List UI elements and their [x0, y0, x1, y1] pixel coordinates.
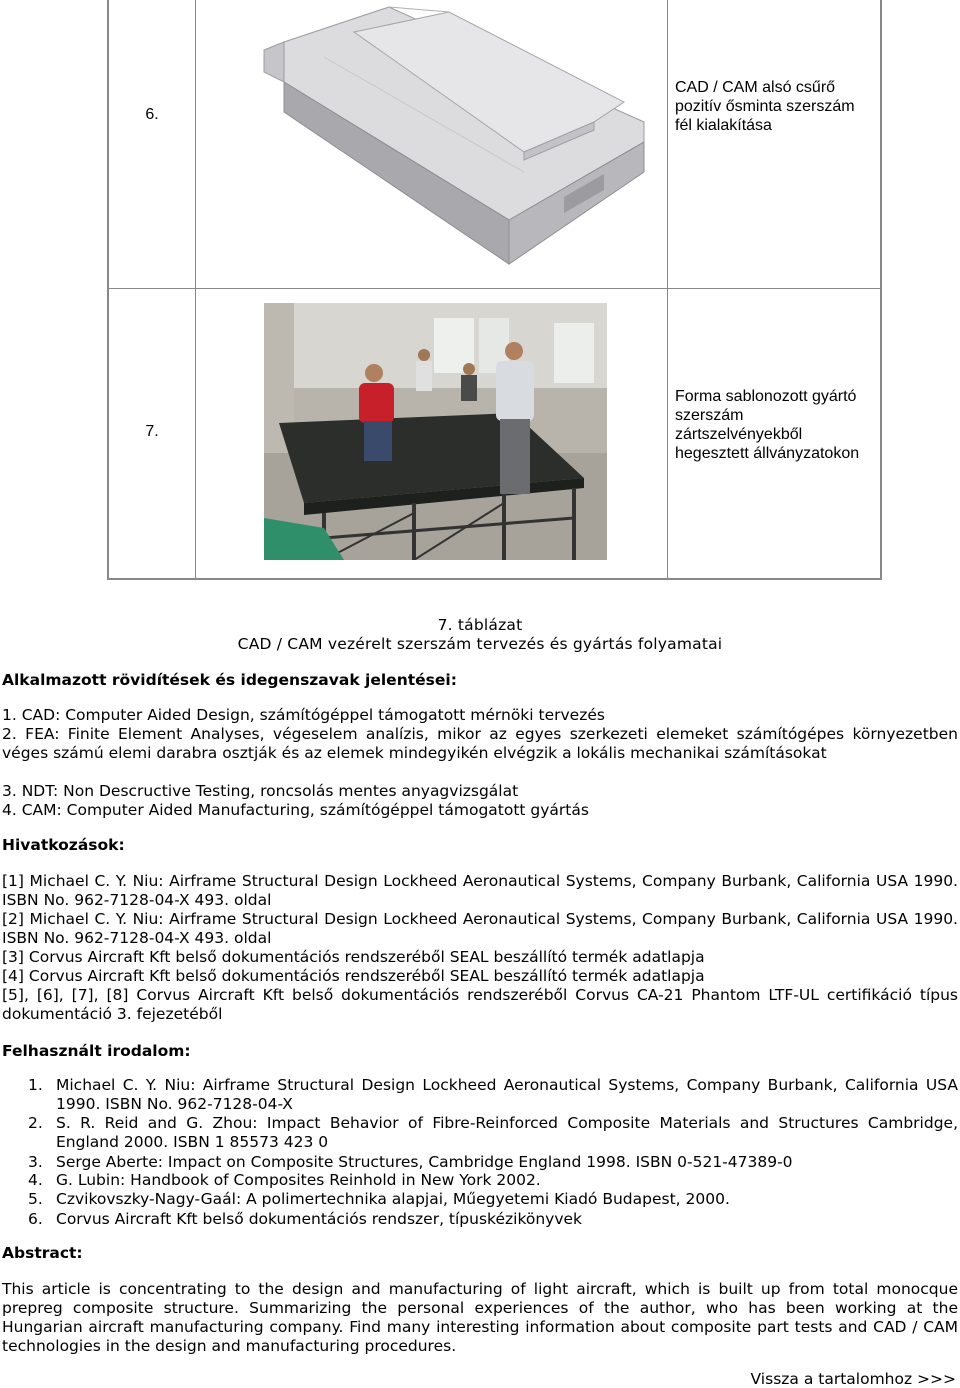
row-description: Forma sablonozott gyártó szerszám zártszelvényekből hegesztett állványzatokon: [675, 388, 860, 462]
literature-number: 4.: [28, 1171, 43, 1189]
literature-text: S. R. Reid and G. Zhou: Impact Behavior of Fibre-Reinforced Composite Materials and Structures Cambridge, England 2000. ISBN 1 85573 423 0: [56, 1114, 958, 1151]
workshop-photo-image: [264, 303, 607, 560]
row-description: CAD / CAM alsó csűrő pozitív ősminta szerszám fél kialakítása: [675, 79, 855, 134]
table-divider: [109, 288, 880, 289]
abbrev-item: 3. NDT: Non Descructive Testing, roncsolás mentes anyagvizsgálat: [2, 782, 519, 800]
table-divider: [195, 0, 196, 578]
reference-item: [4] Corvus Aircraft Kft belső dokumentációs rendszeréből SEAL beszállító termék adatlapja: [2, 967, 705, 985]
cad-model-image: [224, 2, 654, 274]
reference-item: [2] Michael C. Y. Niu: Airframe Structural Design Lockheed Aeronautical Systems, Company Burbank, California USA 1990. ISBN No. 962-7128-04-X 493. oldal: [2, 910, 958, 947]
references-heading: Hivatkozások:: [2, 836, 125, 854]
literature-text: Corvus Aircraft Kft belső dokumentációs rendszer, típuskézikönyvek: [56, 1210, 583, 1228]
literature-number: 2.: [28, 1114, 43, 1132]
literature-text: G. Lubin: Handbook of Composites Reinhold in New York 2002.: [56, 1171, 541, 1189]
literature-number: 1.: [28, 1076, 43, 1094]
literature-text: Serge Aberte: Impact on Composite Structures, Cambridge England 1998. ISBN 0-521-47389-0: [56, 1153, 793, 1171]
process-table: [107, 0, 882, 580]
reference-item: [1] Michael C. Y. Niu: Airframe Structural Design Lockheed Aeronautical Systems, Company Burbank, California USA 1990. ISBN No. 962-7128-04-X 493. oldal: [2, 872, 958, 909]
abbrev-item: 1. CAD: Computer Aided Design, számítógéppel támogatott mérnöki tervezés: [2, 706, 605, 724]
table-divider: [667, 0, 668, 578]
abbrev-item: 4. CAM: Computer Aided Manufacturing, számítógéppel támogatott gyártás: [2, 801, 589, 819]
literature-number: 3.: [28, 1153, 43, 1171]
reference-item: [3] Corvus Aircraft Kft belső dokumentációs rendszeréből SEAL beszállító termék adatlapja: [2, 948, 705, 966]
row-number: 6.: [145, 106, 159, 123]
row-number: 7.: [145, 423, 159, 440]
back-to-contents-link[interactable]: Vissza a tartalomhoz >>>: [750, 1370, 956, 1388]
table-caption-title: CAD / CAM vezérelt szerszám tervezés és gyártás folyamatai: [237, 635, 723, 653]
literature-text: Czvikovszky-Nagy-Gaál: A polimertechnika alapjai, Műegyetemi Kiadó Budapest, 2000.: [56, 1190, 730, 1208]
literature-number: 6.: [28, 1210, 43, 1228]
literature-heading: Felhasznált irodalom:: [2, 1042, 191, 1060]
reference-item: [5], [6], [7], [8] Corvus Aircraft Kft belső dokumentációs rendszeréből Corvus CA-21 Phantom LTF-UL certifikáció típus dokumentáció 3. fejezetéből: [2, 986, 958, 1023]
abbrev-heading: Alkalmazott rövidítések és idegenszavak jelentései:: [2, 671, 457, 689]
abstract-text: This article is concentrating to the design and manufacturing of light aircraft, which is built up from total monocque prepreg composite structure. Summarizing the personal experiences of the author, who has been working at the Hungarian aircraft manufacturing company. Find many interesting information about composite part tests and CAD / CAM technologies in the design and manufacturing procedures.: [2, 1280, 958, 1355]
literature-text: Michael C. Y. Niu: Airframe Structural Design Lockheed Aeronautical Systems, Company Burbank, California USA 1990. ISBN No. 962-7128-04-X: [56, 1076, 958, 1113]
abbrev-item: 2. FEA: Finite Element Analyses, végeselem analízis, mikor az egyes szerkezeti elemeket számítógépes környezetben véges számú elemi darabra osztják és az elemek mindegyikén elvégzik a lokális mechanikai számításokat: [2, 725, 958, 762]
table-caption-number: 7. táblázat: [437, 616, 523, 634]
literature-number: 5.: [28, 1190, 43, 1208]
abstract-heading: Abstract:: [2, 1244, 83, 1262]
